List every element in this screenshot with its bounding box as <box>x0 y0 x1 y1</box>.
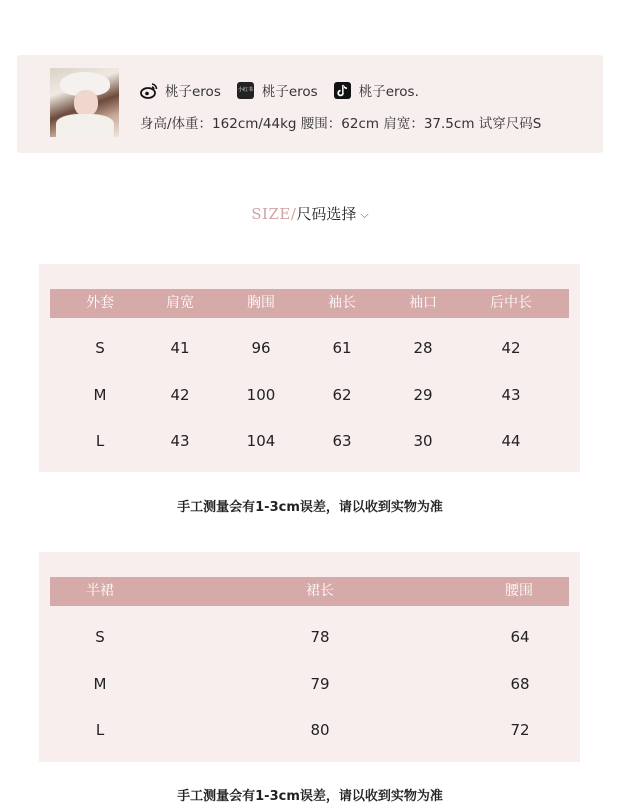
column-header: 半裙 <box>86 583 114 599</box>
table-cell: 61 <box>332 339 352 357</box>
weibo-icon <box>140 82 157 99</box>
table-cell: 72 <box>510 721 530 739</box>
jacket-table-header <box>50 289 569 318</box>
column-header: 袖口 <box>409 295 437 311</box>
jacket-size-table <box>39 264 580 472</box>
column-header: 腰围 <box>505 583 533 599</box>
table-cell: L <box>95 432 105 450</box>
size-title-en: SIZE/ <box>251 205 297 223</box>
table-cell: S <box>95 339 105 357</box>
column-header: 后中长 <box>490 295 532 311</box>
table-cell: 62 <box>332 386 352 404</box>
table-cell: S <box>95 628 105 646</box>
model-avatar <box>50 68 119 137</box>
douyin-handle: 桃子eros. <box>358 84 419 100</box>
column-header: 外套 <box>86 295 114 311</box>
table-cell: 100 <box>246 386 276 404</box>
table-cell: L <box>95 721 105 739</box>
column-header: 肩宽 <box>166 295 194 311</box>
social-handles <box>140 80 435 100</box>
chevron-down-icon: ⌵ <box>360 208 369 221</box>
table-cell: 30 <box>413 432 433 450</box>
table-cell: 43 <box>170 432 190 450</box>
model-info-card <box>17 55 603 153</box>
table-cell: 68 <box>510 675 530 693</box>
table-cell: 96 <box>251 339 271 357</box>
size-section-title[interactable] <box>0 203 620 224</box>
table-cell: 63 <box>332 432 352 450</box>
table-cell: 104 <box>246 432 276 450</box>
measurement-note: 手工测量会有1-3cm误差，请以收到实物为准 <box>177 789 443 804</box>
social-xiaohongshu[interactable] <box>237 80 318 100</box>
douyin-icon <box>334 82 351 99</box>
measurement-note: 手工测量会有1-3cm误差，请以收到实物为准 <box>177 500 443 515</box>
table-cell: 29 <box>413 386 433 404</box>
table-cell: 80 <box>310 721 330 739</box>
xiaohongshu-icon: 小红书 <box>237 82 254 99</box>
xiaohongshu-handle: 桃子eros <box>261 84 318 100</box>
table-cell: 42 <box>501 339 521 357</box>
table-cell: 28 <box>413 339 433 357</box>
table-cell: 64 <box>510 628 530 646</box>
table-cell: 41 <box>170 339 190 357</box>
table-cell: 78 <box>310 628 330 646</box>
table-cell: 79 <box>310 675 330 693</box>
column-header: 袖长 <box>328 295 356 311</box>
size-title-cn: 尺码选择 <box>296 205 357 223</box>
table-cell: 42 <box>170 386 190 404</box>
table-cell: M <box>93 675 107 693</box>
skirt-size-table <box>39 552 580 762</box>
table-cell: 43 <box>501 386 521 404</box>
table-cell: M <box>93 386 107 404</box>
column-header: 裙长 <box>306 583 334 599</box>
model-measurements: 身高/体重：162cm/44kg 腰围：62cm 肩宽：37.5cm 试穿尺码S <box>140 116 542 132</box>
skirt-table-header <box>50 577 569 606</box>
weibo-handle: 桃子eros <box>165 84 221 100</box>
social-douyin[interactable] <box>334 80 419 100</box>
column-header: 胸围 <box>247 295 275 311</box>
table-cell: 44 <box>501 432 521 450</box>
social-weibo[interactable] <box>140 80 221 100</box>
